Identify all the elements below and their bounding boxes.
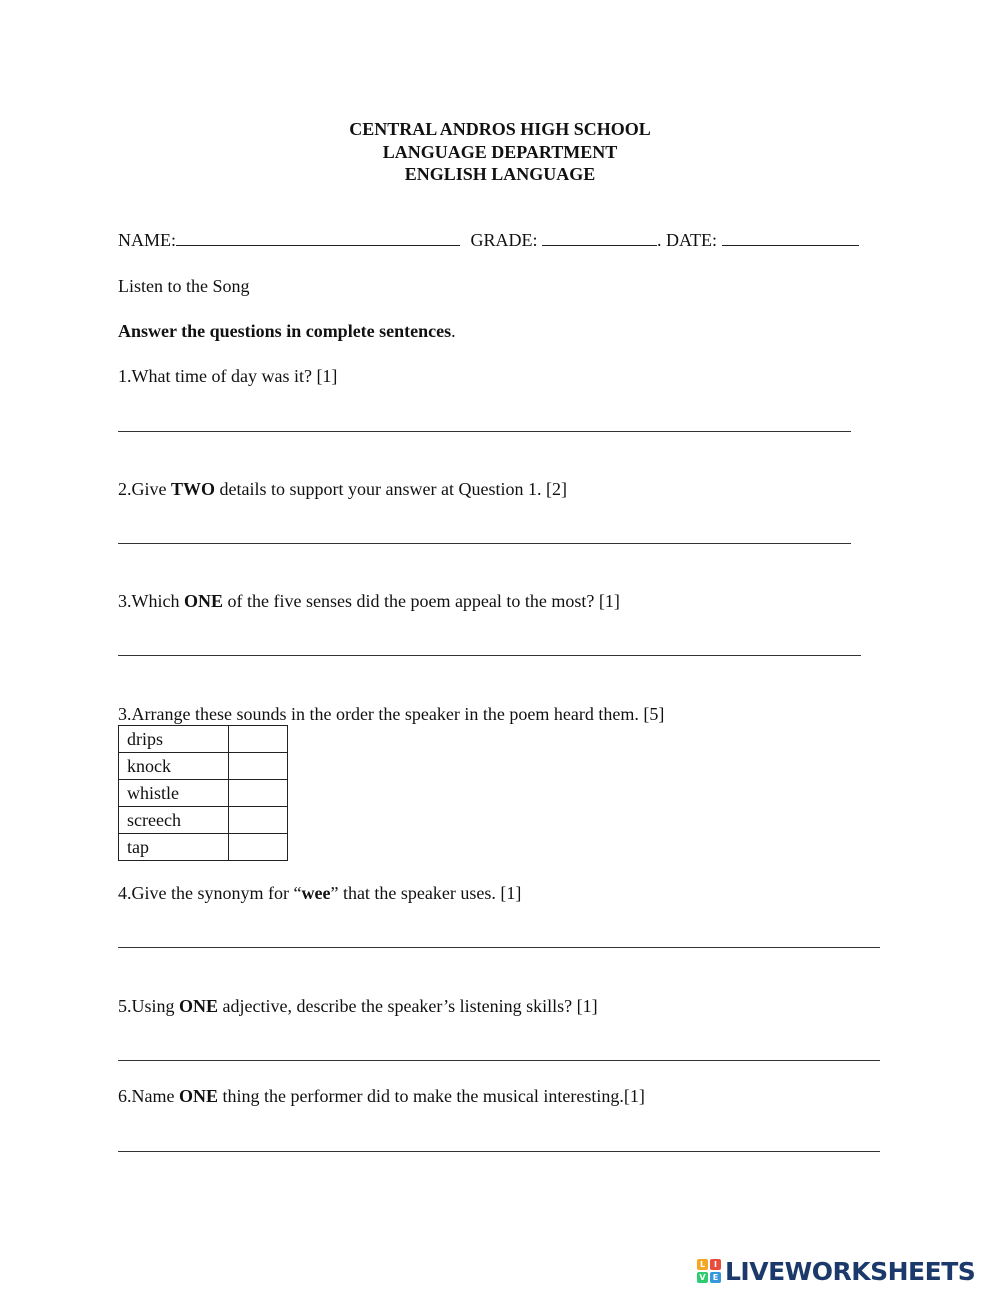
subject-name: ENGLISH LANGUAGE [404, 164, 596, 184]
question-3-arrange: 3.Arrange these sounds in the order the speaker in the poem heard them. [5] [118, 704, 665, 724]
sound-word: tap [119, 834, 229, 861]
listen-instruction: Listen to the Song [118, 276, 250, 296]
school-name: CENTRAL ANDROS HIGH SCHOOL [349, 119, 651, 139]
grade-field[interactable] [542, 230, 657, 246]
answer-line-3[interactable] [118, 655, 861, 656]
answer-line-6[interactable] [118, 1151, 880, 1152]
answer-line-2[interactable] [118, 543, 851, 544]
sound-order-input[interactable] [229, 834, 288, 861]
table-row [119, 834, 288, 861]
logo-square: E [710, 1272, 721, 1283]
table-row [119, 753, 288, 780]
sound-order-input[interactable] [229, 753, 288, 780]
sound-order-input[interactable] [229, 726, 288, 753]
sounds-table [118, 725, 288, 861]
logo-icon [697, 1259, 721, 1283]
student-info-row [118, 230, 859, 251]
question-4: 4.Give the synonym for “wee” that the speaker uses. [1] [118, 883, 522, 903]
question-6: 6.Name ONE thing the performer did to make the musical interesting.[1] [118, 1086, 645, 1106]
answer-instruction-bold: Answer the questions in complete sentences [118, 321, 452, 341]
question-2: 2.Give TWO details to support your answer at Question 1. [2] [118, 479, 567, 499]
logo-square: L [697, 1259, 708, 1270]
sound-order-input[interactable] [229, 780, 288, 807]
answer-instruction-end: . [451, 321, 456, 341]
answer-line-4[interactable] [118, 947, 880, 948]
table-row [119, 726, 288, 753]
answer-instruction [118, 321, 456, 342]
liveworksheets-logo [697, 1255, 975, 1287]
question-3: 3.Which ONE of the five senses did the poem appeal to the most? [1] [118, 591, 620, 611]
name-field[interactable] [176, 230, 460, 246]
logo-square: V [697, 1272, 708, 1283]
sound-order-input[interactable] [229, 807, 288, 834]
question-5: 5.Using ONE adjective, describe the speaker’s listening skills? [1] [118, 996, 598, 1016]
grade-label: GRADE: [470, 230, 538, 250]
date-field[interactable] [722, 230, 859, 246]
logo-square: I [710, 1259, 721, 1270]
table-row [119, 807, 288, 834]
name-label: NAME: [118, 230, 176, 250]
sound-word: whistle [119, 780, 229, 807]
answer-line-5[interactable] [118, 1060, 880, 1061]
department-name: LANGUAGE DEPARTMENT [382, 142, 618, 162]
table-row [119, 780, 288, 807]
sound-word: drips [119, 726, 229, 753]
sound-word: screech [119, 807, 229, 834]
sound-word: knock [119, 753, 229, 780]
date-label: . DATE: [657, 230, 717, 250]
answer-line-1[interactable] [118, 431, 851, 432]
question-1: 1.What time of day was it? [1] [118, 366, 338, 386]
logo-text: LIVEWORKSHEETS [725, 1256, 976, 1286]
